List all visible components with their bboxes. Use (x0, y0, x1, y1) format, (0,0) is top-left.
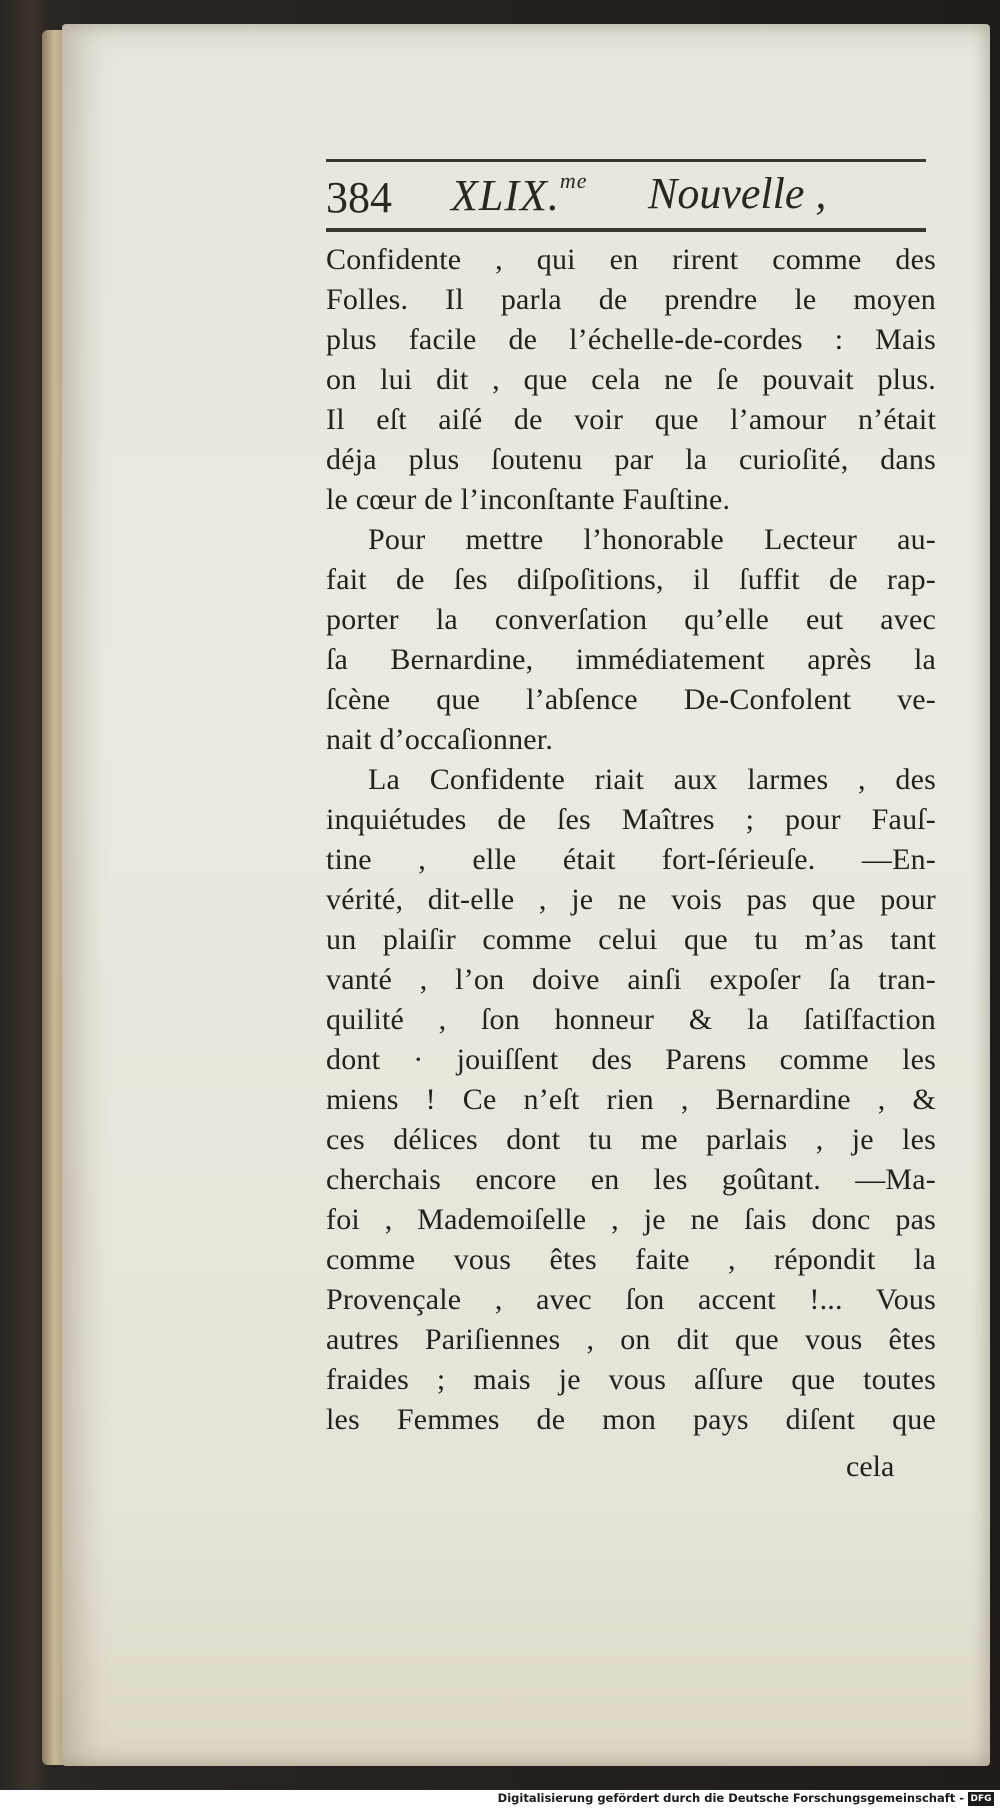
chapter-roman: XLIX. (451, 171, 560, 220)
text-line: tine , elle était fort-ſérieuſe. —En- (326, 843, 936, 876)
text-line: déja plus ſoutenu par la curioſité, dans (326, 443, 936, 476)
text-line: ſa Bernardine, immédiatement après la (326, 643, 936, 676)
text-line: Provençale , avec ſon accent !... Vous (326, 1283, 936, 1316)
text-line: porter la converſation qu’elle eut avec (326, 603, 936, 636)
text-line: cherchais encore en les goûtant. —Ma- (326, 1163, 936, 1196)
text-line: Il eſt aiſé de voir que l’amour n’était (326, 403, 936, 436)
chapter-word: Nouvelle , (648, 169, 827, 218)
text-line: on lui dit , que cela ne ſe pouvait plus. (326, 363, 936, 396)
text-line: ſcène que l’abſence De-Confolent ve- (326, 683, 936, 716)
chapter-suffix: me (559, 168, 588, 193)
text-line: ces délices dont tu me parlais , je les (326, 1123, 936, 1156)
text-line: Confidente , qui en rirent comme des (326, 243, 936, 276)
text-line: autres Pariſiennes , on dit que vous êtes (326, 1323, 936, 1356)
text-line: quilité , ſon honneur & la ſatiſfaction (326, 1003, 936, 1036)
text-line: Folles. Il parla de prendre le moyen (326, 283, 936, 316)
catchword: cela (846, 1450, 895, 1483)
text-line: fait de ſes diſpoſitions, il ſuffit de rap- (326, 563, 936, 596)
text-line: vérité, dit-elle , je ne vois pas que pour (326, 883, 936, 916)
body-text (326, 240, 936, 1440)
text-line: comme vous êtes faite , répondit la (326, 1243, 936, 1276)
text-line: vanté , l’on doive ainſi expoſer ſa tran- (326, 963, 936, 996)
dfg-logo: DFG (968, 1792, 994, 1806)
page-number: 384 (326, 173, 392, 222)
text-line: Pour mettre l’honorable Lecteur au- (368, 523, 936, 556)
text-line: les Femmes de mon pays diſent que (326, 1403, 936, 1436)
text-line: plus facile de l’échelle-de-cordes : Mais (326, 323, 936, 356)
header-rule-top (326, 159, 926, 162)
text-line: nait d’occaſionner. (326, 723, 554, 756)
text-line: La Confidente riait aux larmes , des (368, 763, 936, 796)
text-line: miens ! Ce n’eſt rien , Bernardine , & (326, 1083, 936, 1116)
text-line: foi , Mademoiſelle , je ne ſais donc pas (326, 1203, 936, 1236)
text-line: fraides ; mais je vous aſſure que toutes (326, 1363, 936, 1396)
header-rule-bottom (326, 228, 926, 232)
text-line: inquiétudes de ſes Maîtres ; pour Fauſ- (326, 803, 936, 836)
chapter-title (451, 168, 588, 221)
text-line: le cœur de l’inconſtante Fauſtine. (326, 483, 731, 516)
text-line: un plaiſir comme celui que tu m’as tant (326, 923, 936, 956)
text-line: dont · jouiſſent des Parens comme les (326, 1043, 936, 1076)
footer-credit: Digitalisierung gefördert durch die Deutsche Forschungsgemeinschaft - (497, 1791, 964, 1805)
running-head (326, 168, 926, 226)
